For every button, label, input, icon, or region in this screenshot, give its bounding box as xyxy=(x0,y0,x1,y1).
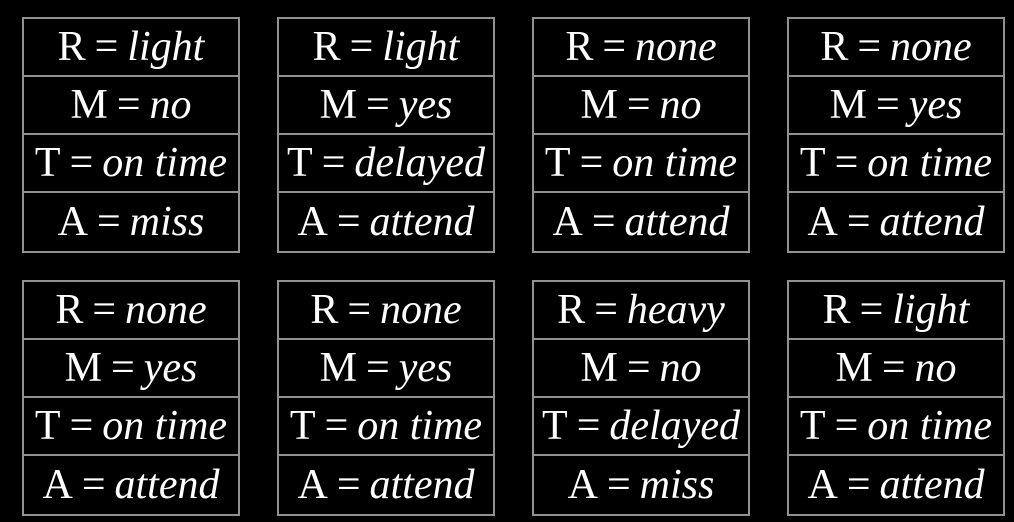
assignment-row xyxy=(24,77,238,135)
equals-sign: = xyxy=(69,140,94,186)
variable-value: no xyxy=(659,82,702,128)
assignment-row xyxy=(789,282,1003,340)
assignment-row xyxy=(534,456,748,514)
equals-sign: = xyxy=(857,24,882,70)
assignment-row xyxy=(789,398,1003,456)
equals-sign: = xyxy=(69,403,94,449)
equals-sign: = xyxy=(576,403,601,449)
assignment-row xyxy=(534,282,748,340)
equals-sign: = xyxy=(859,287,884,333)
assignment-row xyxy=(279,456,493,514)
equals-sign: = xyxy=(366,82,390,128)
variable-letter: R xyxy=(310,287,339,333)
assignment-row xyxy=(24,456,238,514)
assignment-card xyxy=(277,280,495,516)
equals-sign: = xyxy=(594,287,618,333)
variable-value: light xyxy=(382,24,460,70)
variable-value: attend xyxy=(369,462,475,508)
equals-sign: = xyxy=(579,140,604,186)
variable-letter: M xyxy=(70,82,108,128)
variable-value: no xyxy=(659,345,702,391)
equals-sign: = xyxy=(846,462,871,508)
variable-value: yes xyxy=(143,345,198,391)
variable-value: no xyxy=(149,82,192,128)
variable-value: on time xyxy=(612,140,738,186)
variable-letter: T xyxy=(542,403,568,449)
variable-value: on time xyxy=(102,403,228,449)
variable-letter: R xyxy=(557,287,586,333)
assignment-row xyxy=(24,340,238,398)
equals-sign: = xyxy=(336,199,361,245)
assignment-row xyxy=(534,77,748,135)
variable-value: none xyxy=(380,287,462,333)
variable-value: miss xyxy=(129,199,205,245)
variable-value: delayed xyxy=(354,140,485,186)
equals-sign: = xyxy=(602,24,627,70)
assignment-row xyxy=(24,282,238,340)
variable-letter: T xyxy=(34,140,61,186)
assignment-row xyxy=(534,193,748,251)
assignment-row xyxy=(789,456,1003,514)
equals-sign: = xyxy=(626,82,651,128)
variable-letter: R xyxy=(820,24,849,70)
equals-sign: = xyxy=(876,82,900,128)
variable-value: no xyxy=(914,345,957,391)
assignment-cards-grid xyxy=(22,17,1005,516)
variable-value: light xyxy=(892,287,970,333)
assignment-row xyxy=(789,340,1003,398)
assignment-row xyxy=(279,398,493,456)
equals-sign: = xyxy=(834,403,859,449)
equals-sign: = xyxy=(81,462,106,508)
variable-letter: M xyxy=(835,345,873,391)
variable-value: attend xyxy=(624,199,730,245)
variable-value: none xyxy=(635,24,717,70)
equals-sign: = xyxy=(591,199,616,245)
variable-value: miss xyxy=(639,462,715,508)
assignment-row xyxy=(534,19,748,77)
variable-value: attend xyxy=(879,462,985,508)
assignment-row xyxy=(279,135,493,193)
variable-letter: M xyxy=(319,82,358,128)
variable-letter: R xyxy=(822,287,851,333)
assignment-row xyxy=(279,340,493,398)
assignment-row xyxy=(279,19,493,77)
variable-letter: T xyxy=(544,140,571,186)
assignment-row xyxy=(789,135,1003,193)
equals-sign: = xyxy=(321,140,346,186)
assignment-row xyxy=(279,193,493,251)
assignment-card xyxy=(22,17,240,253)
variable-letter: A xyxy=(807,199,838,245)
variable-value: on time xyxy=(102,140,228,186)
variable-value: yes xyxy=(398,82,453,128)
variable-value: none xyxy=(125,287,207,333)
assignment-row xyxy=(24,135,238,193)
variable-value: attend xyxy=(114,462,220,508)
assignment-card xyxy=(787,17,1005,253)
equals-sign: = xyxy=(881,345,906,391)
equals-sign: = xyxy=(94,24,119,70)
variable-letter: A xyxy=(297,462,328,508)
assignment-row xyxy=(789,19,1003,77)
equals-sign: = xyxy=(324,403,349,449)
equals-sign: = xyxy=(92,287,117,333)
variable-letter: A xyxy=(297,199,328,245)
variable-letter: A xyxy=(42,462,73,508)
variable-value: light xyxy=(127,24,205,70)
equals-sign: = xyxy=(366,345,390,391)
variable-letter: A xyxy=(807,462,838,508)
equals-sign: = xyxy=(834,140,859,186)
assignment-row xyxy=(279,77,493,135)
equals-sign: = xyxy=(349,24,374,70)
equals-sign: = xyxy=(606,462,631,508)
assignment-row xyxy=(789,77,1003,135)
assignment-row xyxy=(534,340,748,398)
assignment-card xyxy=(277,17,495,253)
assignment-card xyxy=(22,280,240,516)
equals-sign: = xyxy=(111,345,135,391)
variable-letter: T xyxy=(799,140,826,186)
variable-letter: A xyxy=(567,462,598,508)
variable-value: on time xyxy=(867,140,993,186)
assignment-row xyxy=(24,19,238,77)
variable-letter: T xyxy=(799,403,826,449)
assignment-row xyxy=(24,398,238,456)
variable-value: yes xyxy=(398,345,453,391)
assignment-card xyxy=(532,17,750,253)
variable-letter: T xyxy=(289,403,316,449)
assignment-row xyxy=(534,135,748,193)
variable-letter: M xyxy=(64,345,103,391)
variable-value: yes xyxy=(908,82,963,128)
variable-letter: R xyxy=(55,287,84,333)
variable-value: none xyxy=(890,24,972,70)
assignment-card xyxy=(532,280,750,516)
variable-letter: A xyxy=(57,199,88,245)
variable-value: attend xyxy=(879,199,985,245)
assignment-row xyxy=(534,398,748,456)
equals-sign: = xyxy=(336,462,361,508)
assignment-card xyxy=(787,280,1005,516)
variable-value: heavy xyxy=(626,287,725,333)
variable-value: on time xyxy=(867,403,993,449)
variable-letter: A xyxy=(552,199,583,245)
variable-letter: T xyxy=(34,403,61,449)
assignment-row xyxy=(24,193,238,251)
variable-letter: R xyxy=(312,24,341,70)
assignment-row xyxy=(279,282,493,340)
variable-letter: M xyxy=(829,82,868,128)
variable-value: on time xyxy=(357,403,483,449)
variable-value: delayed xyxy=(609,403,740,449)
assignment-row xyxy=(789,193,1003,251)
equals-sign: = xyxy=(347,287,372,333)
variable-letter: R xyxy=(57,24,86,70)
variable-value: attend xyxy=(369,199,475,245)
equals-sign: = xyxy=(626,345,651,391)
variable-letter: M xyxy=(580,82,618,128)
variable-letter: M xyxy=(319,345,358,391)
variable-letter: R xyxy=(565,24,594,70)
equals-sign: = xyxy=(846,199,871,245)
equals-sign: = xyxy=(96,199,121,245)
equals-sign: = xyxy=(116,82,141,128)
variable-letter: M xyxy=(580,345,618,391)
variable-letter: T xyxy=(287,140,313,186)
